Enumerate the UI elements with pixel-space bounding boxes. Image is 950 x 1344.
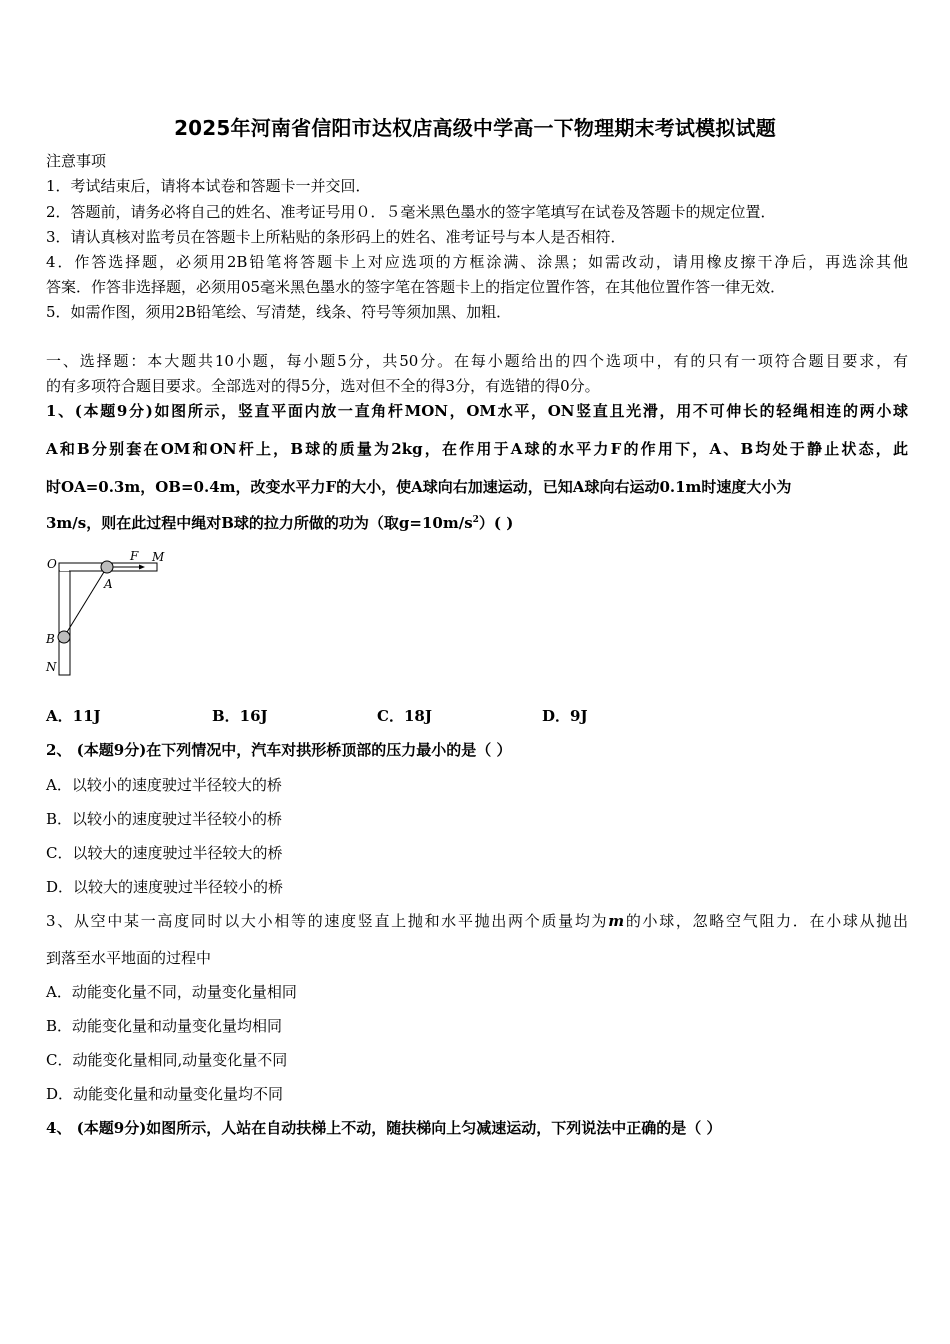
- question-1-text: [46, 513, 908, 533]
- question-1-text-part: 3m/s，则在此过程中绳对B球的拉力所做的功为（取g=10m/s: [46, 514, 473, 532]
- option-c[interactable]: C．以较大的速度驶过半径较大的桥: [46, 844, 283, 862]
- page-title: 2025年河南省信阳市达权店高级中学高一下物理期末考试模拟试题: [174, 116, 776, 140]
- notice-item: 1．考试结束后，请将本试卷和答题卡一并交回．: [46, 177, 371, 195]
- question-2-stem: 2、 (本题9分)在下列情况中，汽车对拱形桥顶部的压力最小的是（ ）: [46, 741, 512, 759]
- question-3-text-part: 的小球，忽略空气阻力．在小球从抛出: [624, 912, 908, 930]
- option-c[interactable]: C．18J: [377, 707, 432, 725]
- label-m: M: [152, 550, 165, 564]
- option-c[interactable]: C．动能变化量相同,动量变化量不同: [46, 1051, 288, 1069]
- question-2-text: [46, 740, 908, 760]
- question-3-text-part: 3、从空中某一高度同时以大小相等的速度竖直上抛和水平抛出两个质量均为: [46, 912, 609, 930]
- ball-b: [58, 631, 70, 643]
- notice-item: 2．答题前，请务必将自己的姓名、准考证号用０．５毫米黑色墨水的签字笔填写在试卷及答题卡的规定位置．: [46, 203, 776, 221]
- option-a[interactable]: A．以较小的速度驶过半径较大的桥: [46, 776, 282, 794]
- mass-symbol: m: [608, 912, 625, 930]
- section-intro: 一、选择题：本大题共10小题，每小题5分，共50分。在每小题给出的四个选项中，有的只有一项符合题目要求，有: [46, 352, 908, 370]
- question-3-text: 到落至水平地面的过程中: [46, 949, 212, 967]
- superscript: 2: [472, 515, 479, 525]
- notice-item: 3．请认真核对监考员在答题卡上所粘贴的条形码上的姓名、准考证号与本人是否相符．: [46, 228, 626, 246]
- question-4-text: [46, 1118, 908, 1138]
- ball-a: [101, 561, 113, 573]
- notice-item: 4．作答选择题，必须用2B铅笔将答题卡上对应选项的方框涂满、涂黑；如需改动，请用橡皮擦干净后，再选涂其他: [46, 253, 908, 271]
- option-d[interactable]: D．以较大的速度驶过半径较小的桥: [46, 878, 284, 896]
- question-1-text: A和B分别套在OM和ON杆上，B球的质量为2kg，在作用于A球的水平力F的作用下，A、B均处于静止状态，此: [46, 440, 908, 458]
- question-1-text-part: ）( ): [478, 514, 514, 532]
- vertical-rod: [59, 563, 70, 675]
- option-b[interactable]: B．以较小的速度驶过半径较小的桥: [46, 810, 283, 828]
- label-a: A: [104, 577, 113, 591]
- section-intro: 的有多项符合题目要求。全部选对的得5分，选对但不全的得3分，有选错的得0分。: [46, 377, 600, 395]
- question-3-text: [46, 911, 908, 931]
- option-d[interactable]: D．9J: [542, 707, 588, 725]
- label-f: F: [130, 549, 139, 563]
- question-1-text: 1、(本题9分)如图所示，竖直平面内放一直角杆MON，OM水平，ON竖直且光滑，用不可伸长的轻绳相连的两小球: [46, 402, 908, 420]
- option-a[interactable]: A．11J: [46, 707, 101, 725]
- option-b[interactable]: B．16J: [212, 707, 268, 725]
- question-4-stem: 4、 (本题9分)如图所示，人站在自动扶梯上不动，随扶梯向上匀减速运动，下列说法中正确的是（ ）: [46, 1119, 722, 1137]
- option-a[interactable]: A．动能变化量不同，动量变化量相同: [46, 983, 297, 1001]
- notice-item: 5．如需作图，须用2B铅笔绘、写清楚，线条、符号等须加黑、加粗．: [46, 303, 512, 321]
- rod-corner: [60, 564, 69, 571]
- label-b: B: [46, 632, 55, 646]
- option-d[interactable]: D．动能变化量和动量变化量均不同: [46, 1085, 284, 1103]
- right-angle-rod-figure: [44, 548, 174, 678]
- notice-item: 答案．作答非选择题，必须用05毫米黑色墨水的签字笔在答题卡上的指定位置作答，在其他位置作答一律无效．: [46, 278, 786, 296]
- question-1-text: 时OA=0.3m，OB=0.4m，改变水平力F的大小，使A球向右加速运动，已知A球向右运动0.1m时速度大小为: [46, 478, 792, 496]
- label-n: N: [46, 660, 57, 674]
- option-b[interactable]: B．动能变化量和动量变化量均相同: [46, 1017, 283, 1035]
- notice-heading: 注意事项: [46, 152, 107, 170]
- label-o: O: [47, 557, 57, 571]
